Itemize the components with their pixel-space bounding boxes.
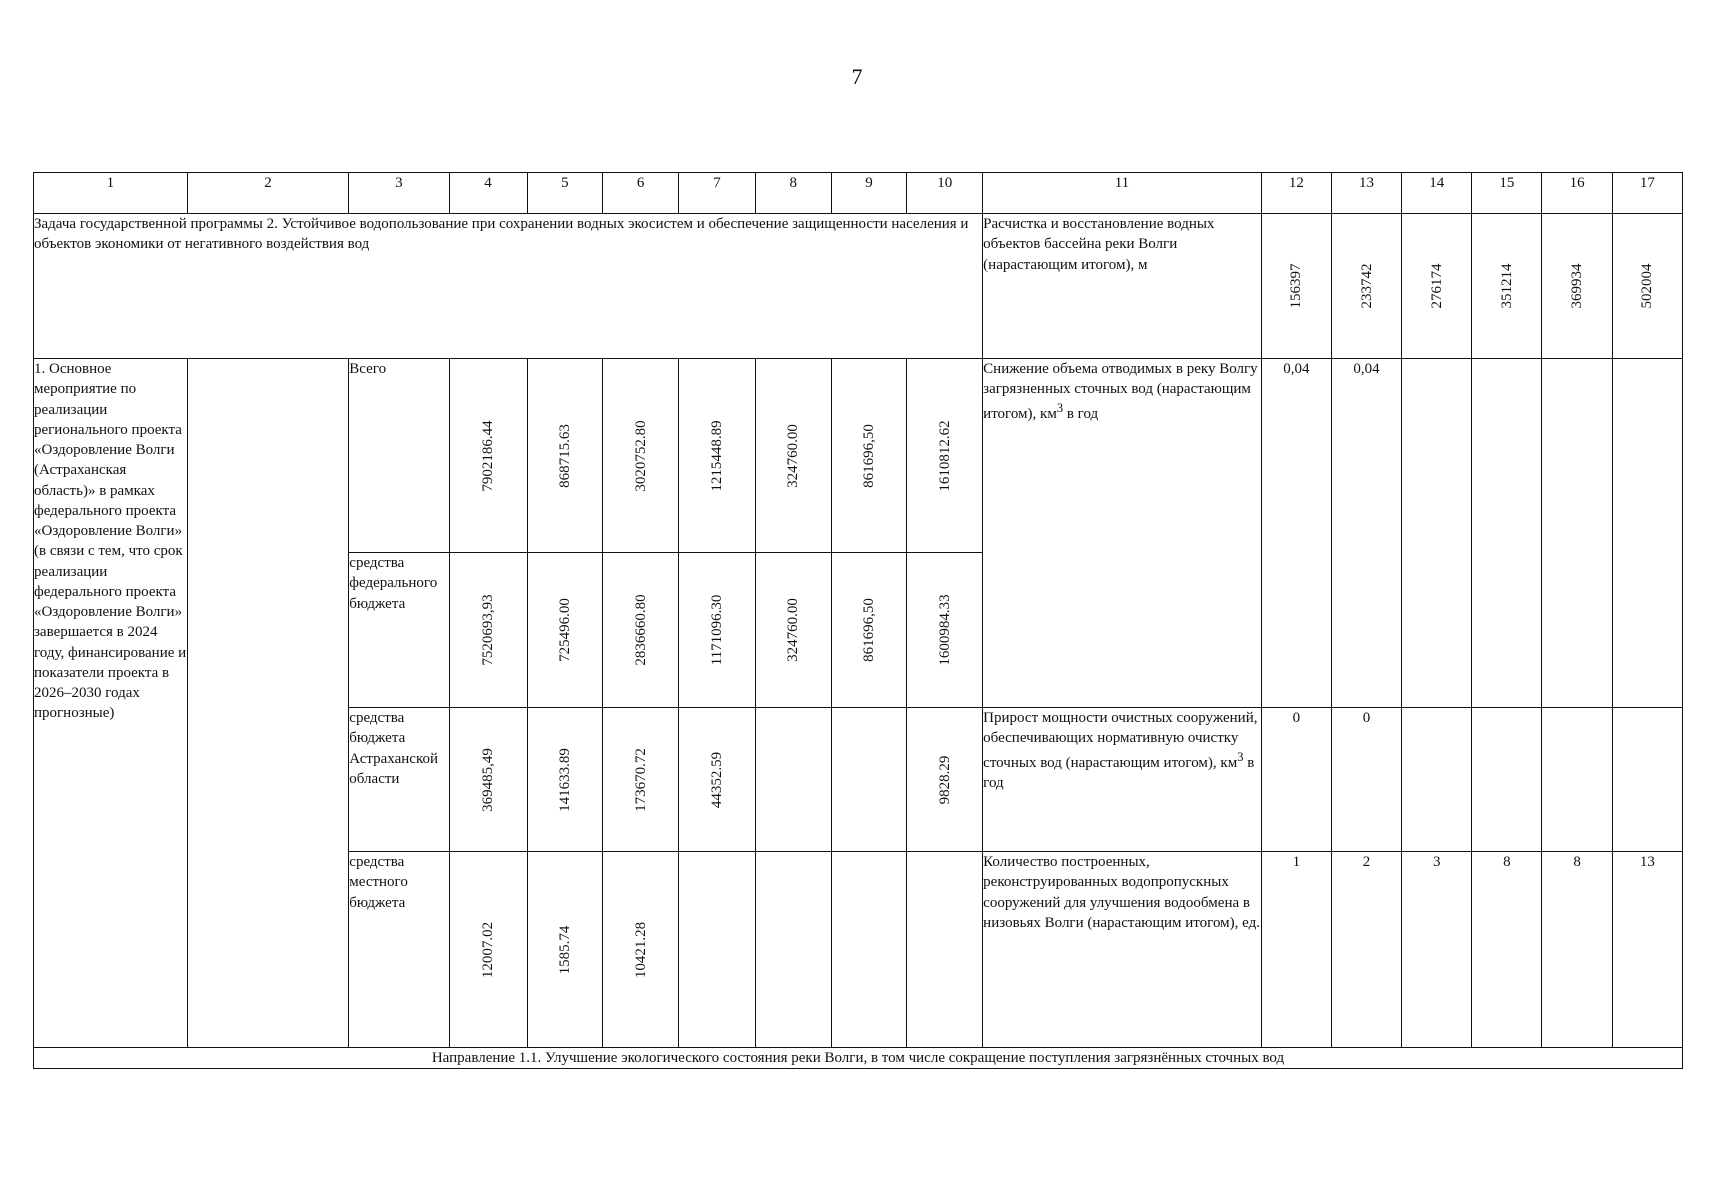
indicator-name: Количество построенных, реконструированных водопропускных сооружений для улучшения водообмена в низовьях Волги (нарастающим итогом), ед. — [983, 852, 1262, 1048]
funding-value: 1171096.30 — [708, 594, 725, 666]
column-header: 5 — [527, 173, 603, 214]
indicator-value — [1612, 359, 1682, 708]
funding-value: 173670.72 — [632, 747, 649, 812]
indicator-value: 233742 — [1358, 263, 1375, 309]
funding-value-cell — [603, 553, 679, 708]
column-header: 13 — [1331, 173, 1401, 214]
indicator-name: Снижение объема отводимых в реку Волгу загрязненных сточных вод (нарастающим итогом), $км^3$ в год — [983, 359, 1262, 708]
funding-value-cell — [603, 359, 679, 553]
funding-row-total — [34, 359, 1683, 553]
funding-value: 1585.74 — [556, 925, 573, 974]
funding-value-cell — [603, 852, 679, 1048]
indicator-value: 502004 — [1639, 263, 1656, 309]
column-header: 6 — [603, 173, 679, 214]
indicator-value: 2 — [1331, 852, 1401, 1048]
funding-value: 324760.00 — [785, 598, 802, 662]
empty-cell — [187, 359, 349, 1048]
task-row — [34, 214, 1683, 359]
funding-source: средства местного бюджета — [349, 852, 449, 1048]
funding-value: 369485,49 — [479, 747, 496, 812]
funding-value-cell — [755, 359, 831, 553]
page-number: 7 — [851, 64, 863, 89]
column-header: 10 — [907, 173, 983, 214]
funding-value-cell — [831, 852, 907, 1048]
funding-source: средства федерального бюджета — [349, 553, 449, 708]
direction-row — [34, 1048, 1683, 1069]
funding-value-cell — [907, 359, 983, 553]
funding-value: 12007.02 — [479, 921, 496, 978]
indicator-value-cell — [1542, 214, 1612, 359]
funding-value: 868715.63 — [556, 423, 573, 488]
column-header: 4 — [449, 173, 527, 214]
funding-value-cell — [831, 708, 907, 852]
funding-value: 324760.00 — [785, 423, 802, 488]
indicator-name: Прирост мощности очистных сооружений, обеспечивающих нормативную очистку сточных вод (нарастающим итогом), $км^3$ в год — [983, 708, 1262, 852]
funding-value-cell — [831, 553, 907, 708]
indicator-value: 8 — [1472, 852, 1542, 1048]
indicator-value — [1542, 359, 1612, 708]
indicator-value — [1472, 708, 1542, 852]
funding-value: 1215448.89 — [708, 419, 725, 492]
column-header: 7 — [679, 173, 756, 214]
funding-value-cell — [907, 708, 983, 852]
indicator-value: 0 — [1331, 708, 1401, 852]
indicator-value-cell — [1402, 214, 1472, 359]
funding-value: 9828.29 — [936, 755, 953, 804]
funding-value: 10421.28 — [632, 921, 649, 978]
indicator-value — [1402, 708, 1472, 852]
column-header: 2 — [187, 173, 349, 214]
funding-source: Всего — [349, 359, 449, 553]
task-description: Задача государственной программы 2. Устойчивое водопользование при сохранении водных экосистем и обеспечение защищенности населения и объектов экономики от негативного воздействия вод — [34, 214, 983, 359]
indicator-value: 156397 — [1288, 263, 1305, 309]
column-header: 8 — [755, 173, 831, 214]
funding-value: 861696,50 — [860, 598, 877, 662]
funding-value: 44352.59 — [708, 751, 725, 808]
column-header: 11 — [983, 173, 1262, 214]
indicator-value: 1 — [1261, 852, 1331, 1048]
indicator-value — [1402, 359, 1472, 708]
direction-title: Направление 1.1. Улучшение экологического состояния реки Волги, в том числе сокращение поступления загрязнённых сточных вод — [34, 1048, 1683, 1069]
funding-value-cell — [449, 708, 527, 852]
funding-value: 861696,50 — [860, 423, 877, 488]
funding-value: 3020752.80 — [632, 419, 649, 492]
funding-value-cell — [755, 708, 831, 852]
column-header: 16 — [1542, 173, 1612, 214]
funding-value-cell — [449, 359, 527, 553]
funding-value-cell — [527, 708, 603, 852]
indicator-value — [1612, 708, 1682, 852]
program-table — [33, 172, 1683, 1069]
header-row — [34, 173, 1683, 214]
indicator-value: 8 — [1542, 852, 1612, 1048]
funding-value: 7902186.44 — [479, 419, 496, 492]
funding-value-cell — [603, 708, 679, 852]
indicator-value-cell — [1261, 214, 1331, 359]
indicator-value: 369934 — [1568, 263, 1585, 309]
funding-value-cell — [679, 553, 756, 708]
funding-value: 725496.00 — [556, 598, 573, 662]
indicator-value: 0 — [1261, 708, 1331, 852]
funding-value-cell — [449, 553, 527, 708]
funding-value: 1600984.33 — [936, 594, 953, 666]
indicator-value-cell — [1331, 214, 1401, 359]
funding-value-cell — [679, 852, 756, 1048]
indicator-value: 0,04 — [1261, 359, 1331, 708]
funding-value: 7520693,93 — [479, 594, 496, 666]
funding-value: 1610812.62 — [936, 419, 953, 492]
column-header: 12 — [1261, 173, 1331, 214]
funding-value-cell — [755, 553, 831, 708]
funding-value-cell — [907, 852, 983, 1048]
column-header: 17 — [1612, 173, 1682, 214]
column-header: 9 — [831, 173, 907, 214]
funding-value-cell — [449, 852, 527, 1048]
funding-value-cell — [831, 359, 907, 553]
funding-value: 2836660.80 — [632, 594, 649, 666]
funding-source: средства бюджета Астраханской области — [349, 708, 449, 852]
funding-value-cell — [755, 852, 831, 1048]
funding-value-cell — [527, 359, 603, 553]
indicator-name: Расчистка и восстановление водных объектов бассейна реки Волги (нарастающим итогом), м — [983, 214, 1262, 359]
indicator-value — [1542, 708, 1612, 852]
indicator-value: 351214 — [1498, 263, 1515, 309]
column-header: 15 — [1472, 173, 1542, 214]
activity-label: 1. Основное мероприятие по реализации регионального проекта «Оздоровление Волги (Астраханская область)» в рамках федерального проекта «Оздоровление Волги» (в связи с тем, что срок реализации федерального проекта «Оздоровление Волги» завершается в 2024 году, финансирование и показатели проекта в 2026–2030 годах прогнозные) — [34, 359, 188, 1048]
funding-value: 141633.89 — [556, 747, 573, 812]
funding-value-cell — [679, 708, 756, 852]
indicator-value-cell — [1612, 214, 1682, 359]
indicator-value: 3 — [1402, 852, 1472, 1048]
funding-value-cell — [527, 553, 603, 708]
indicator-value: 13 — [1612, 852, 1682, 1048]
column-header: 14 — [1402, 173, 1472, 214]
indicator-value-cell — [1472, 214, 1542, 359]
column-header: 3 — [349, 173, 449, 214]
funding-value-cell — [527, 852, 603, 1048]
funding-value-cell — [907, 553, 983, 708]
indicator-value: 0,04 — [1331, 359, 1401, 708]
indicator-value — [1472, 359, 1542, 708]
indicator-value: 276174 — [1428, 263, 1445, 309]
column-header: 1 — [34, 173, 188, 214]
funding-value-cell — [679, 359, 756, 553]
